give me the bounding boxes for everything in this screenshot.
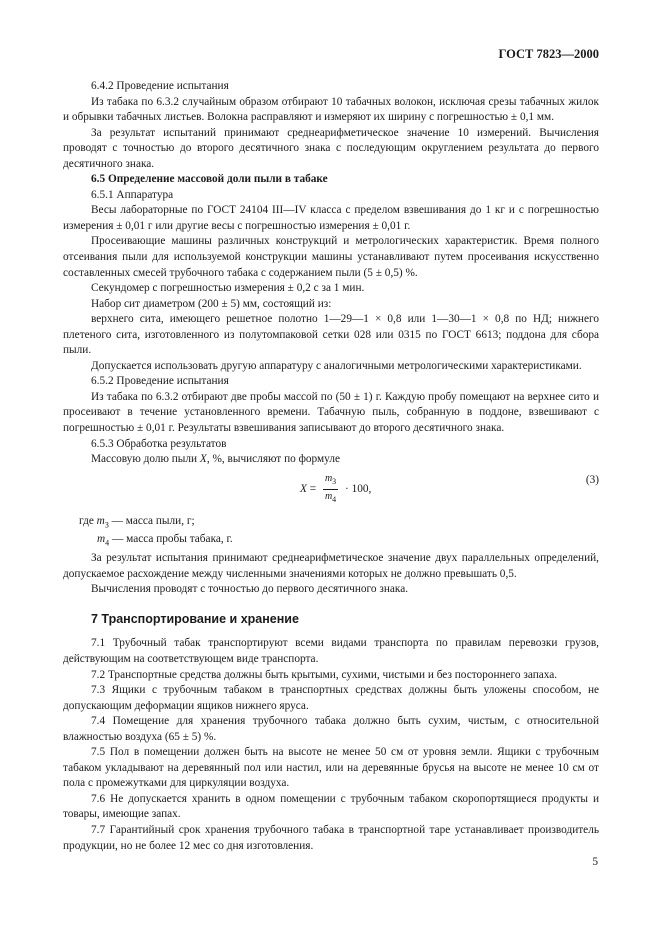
fraction-numerator (323, 473, 338, 490)
numerator-sub: 3 (332, 477, 337, 487)
paragraph: Допускается использовать другую аппаратуру с аналогичными метрологическими характеристиками. (91, 359, 582, 372)
paragraph-7-3: 7.3 Ящики с трубочным табаком в транспортных средствах должны быть уложены способом, не допускающим деформации ящиков нижнего яруса. (63, 684, 599, 712)
formula-intro-suffix: , %, вычисляют по формуле (206, 453, 340, 466)
formula-lhs: X (300, 482, 307, 495)
paragraph: За результат испытаний принимают среднеарифметическое значение 10 измерений. Вычисления проводят с точностью до второго десятичного знака с последующим округлением результата до первого десятичного знака. (63, 126, 599, 170)
where1-text: — масса пыли, г; (108, 514, 195, 527)
where1-var: m (96, 514, 105, 527)
document-header: ГОСТ 7823—2000 (498, 47, 599, 61)
subsection-title-6-4-2: 6.4.2 Проведение испытания (91, 80, 229, 92)
fraction-denominator (323, 490, 338, 506)
where2-sub: 4 (105, 538, 110, 548)
paragraph: Секундомер с погрешностью измерения ± 0,2 с за 1 мин. (91, 282, 365, 295)
where2-var: m (97, 533, 106, 546)
paragraph-7-5: 7.5 Пол в помещении должен быть на высоте не менее 50 см от уровня земли. Ящики с трубочным табаком укладывают на деревянный пол или настил, или на деревянные брусья на высоте не менее 10 см от пола с промежутками для циркуляции воздуха. (63, 746, 599, 790)
paragraph: За результат испытания принимают среднеарифметическое значение двух параллельных определений, допускаемое расхождение между численными значениями которых не должно превышать 0,5. (63, 552, 599, 580)
paragraph: Весы лабораторные по ГОСТ 24104 III—IV класса с пределом взвешивания до 1 кг и с погрешностью измерения ± 0,01 г или другие весы с погрешностью измерения ± 0,01 г. (63, 204, 599, 232)
formula-rest: · 100, (342, 482, 372, 495)
where1-sub: 3 (104, 519, 109, 529)
subsection-title-6-5-2: 6.5.2 Проведение испытания (91, 375, 229, 388)
paragraph-7-1: 7.1 Трубочный табак транспортируют всеми видами транспорта по правилам перевозки грузов, действующим на соответствующем виде транспорта. (63, 637, 599, 665)
formula-block (63, 471, 599, 511)
variable-x: X (199, 453, 207, 466)
where-label: где (79, 514, 94, 527)
paragraph: Вычисления проводят с точностью до первого десятичного знака. (91, 583, 409, 596)
denominator-sub: 4 (332, 495, 337, 505)
paragraph-7-4: 7.4 Помещение для хранения трубочного табака должно быть сухим, чистым, с относительной влажностью воздуха (65 ± 5) %. (63, 715, 599, 743)
formula-intro (63, 452, 599, 468)
where-line-1 (63, 514, 599, 533)
paragraph-7-2: 7.2 Транспортные средства должны быть крытыми, сухими, чистыми и без постороннего запаха. (91, 668, 558, 681)
subsection-title-6-5-3: 6.5.3 Обработка результатов (91, 437, 227, 450)
paragraph: Набор сит диаметром (200 ± 5) мм, состоящий из: (91, 297, 332, 310)
paragraph: Из табака по 6.3.2 отбирают две пробы массой по (50 ± 1) г. Каждую пробу помещают на верхнее сито и просеивают в течение установленного времени. Табачную пыль, собранную в поддоне, взвешивают с погрешностью ± 0,01 г. Результаты взвешивания записывают до второго десятичного знака. (63, 390, 599, 435)
paragraph: Просеивающие машины различных конструкций и метрологических характеристик. Время полного отсеивания пыли для используемой конструкции машины устанавливают путем просеивания искусственно составленных смесей трубочного табака с содержанием пыли (5 ± 0,5) %. (63, 235, 599, 279)
where2-text: — масса пробы табака, г. (109, 533, 233, 546)
page-number: 5 (592, 856, 598, 868)
formula-fraction (323, 473, 338, 506)
formula-intro-prefix: Массовую долю пыли (91, 453, 198, 466)
paragraph-7-6: 7.6 Не допускается хранить в одном помещении с трубочным табаком скоропортящиеся продукты и товары, имеющие запах. (63, 792, 599, 821)
equation-number: (3) (585, 473, 599, 486)
subsection-title-6-5-1: 6.5.1 Аппаратура (91, 188, 174, 201)
document-body (63, 79, 599, 854)
section-title-6-5: 6.5 Определение массовой доли пыли в табаке (91, 173, 328, 186)
section-title-7: 7 Транспортирование и хранение (91, 611, 299, 626)
formula-3 (300, 471, 371, 509)
denominator-var: m (324, 491, 333, 503)
numerator-var: m (324, 473, 333, 485)
formula-equals: = (306, 482, 319, 495)
where-line-2 (63, 532, 599, 551)
paragraph-7-7: 7.7 Гарантийный срок хранения трубочного табака в транспортной таре устанавливает производитель продукции, но не более 12 мес со дня изготовления. (63, 824, 599, 852)
paragraph: верхнего сита, имеющего решетное полотно 1—29—1 × 0,8 или 1—30—1 × 0,8 по НД; нижнего плетеного сита, изготовленного из полутомпаковой сетки 028 или 0315 по ГОСТ 6613; поддона для сбора пыли. (63, 313, 599, 357)
paragraph: Из табака по 6.3.2 случайным образом отбирают 10 табачных волокон, исключая срезы табачных жилок и обрывки табачных листьев. Волокна расправляют и измеряют их ширину с погрешностью ± 0,1 мм. (63, 95, 599, 124)
